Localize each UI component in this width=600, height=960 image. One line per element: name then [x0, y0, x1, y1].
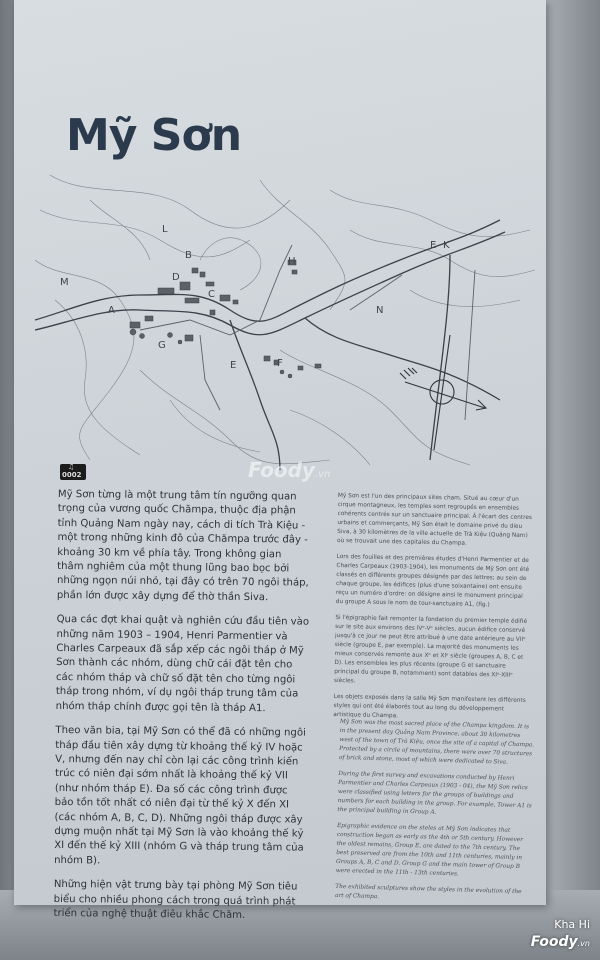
english-paragraph: Epigraphic evidence on the steles at Mỹ Sơn indicates that construction began as early as the 4th or 5th century. However the oldest remains, Group E, are dated to the 7th century. The best preserved are from the 10th and 11th centuries, mainly in Groups A, B, C and D. Group G and the main tower of Group B were erected in the 11th - 13th centuries.: [335, 822, 524, 878]
french-text: [333, 492, 534, 731]
audio-guide-number: 0002: [62, 471, 82, 479]
english-text: [335, 718, 536, 913]
map-label: C: [208, 289, 215, 300]
watermark-brand-corner: [531, 934, 590, 950]
french-paragraph: Lors des fouilles et des premières études d'Henri Parmentier et de Charles Carpeaux (1903-1904), les monuments de Mỹ Sơn ont été classés en différents groupes désignés par des lettres; au sein de chaque groupe, les édifices (plus d'une soixantaine) ont ensuite reçu un numéro d'ordre: on désigne ainsi le monument principal du groupe A sous le nom de tour-sanctuaire A1, (fig.): [335, 553, 530, 609]
french-paragraph: Mỹ Sơn est l'un des principaux sites cham. Situé au cœur d'un cirque montagneux, les temples sont regroupés en ensembles cohérents centrés sur un sanctuaire principal. À l'écart des centres urbains et commerçants, Mỹ Sơn était le domaine privé du dieu Siva, à 30 kilomètres de la ville actuelle de Trà Kiệu (Quảng Nam) où se trouvait une des capitales du Champa.: [336, 492, 533, 547]
contour-lines: [35, 175, 535, 465]
french-paragraph: Si l'épigraphie fait remonter la fondation du premier temple édifié sur le site aux environs des IVᵉ-Vᵉ siècles, aucun édifice conservé jusqu'à ce jour ne peut être attribué à une date antérieure au VIIᵉ siècle (groupe E, par exemple). La majorité des monuments les mieux conservés remonte aux Xᵉ et XIᵉ siècle (groupes A, B, C et D). Les ensembles les plus récents (groupe G et sanctuaire principal du groupe B, notamment) sont datables des XIᵉ-XIIIᵉ siècles.: [333, 614, 528, 685]
rivers: [35, 220, 505, 470]
english-paragraph: The exhibited sculptures show the styles in the evolution of the art of Champa.: [334, 883, 522, 901]
english-paragraph: Mỹ Sơn was the most sacred place of the Champa kingdom. It is in the present day Quảng Nam Province, about 30 kilometres west of the town of Trà Kiệu, once the site of a capital of Champa. Protected by a circle of mountains, there were over 70 structures of brick and stone, most of which were dedicated to Siva.: [338, 718, 535, 766]
vietnamese-paragraph: Theo văn bia, tại Mỹ Sơn có thể đã có những ngôi tháp đầu tiên xây dựng từ khoảng thế kỷ IV hoặc V, nhưng đến nay chỉ còn lại các công trình kiến trúc có niên đại sớm nhất là khoảng thế kỷ VII (như nhóm tháp E). Đa số các công trình được bảo tồn tốt nhất có niên đại từ thế kỷ X đến XI (các nhóm A, B, C, D). Những ngôi tháp được xây dựng muộn nhất tại Mỹ Sơn là vào khoảng thế kỷ XI đến thế kỷ XIII (nhóm G và tháp trung tâm của nhóm B).: [54, 725, 306, 867]
map-label: H: [288, 256, 296, 267]
map-label: B: [185, 250, 192, 261]
watermark-suffix: .vn: [314, 469, 331, 480]
watermark-center: [248, 458, 330, 482]
watermark-brand-text: Foody: [530, 934, 578, 950]
watermark-corner: [531, 918, 590, 950]
map-label: A: [108, 305, 115, 316]
map-label: L: [162, 224, 168, 235]
paths: [140, 245, 475, 420]
audio-guide-badge: [60, 464, 86, 480]
vietnamese-paragraph: Những hiện vật trưng bày tại phòng Mỹ Sơn tiêu biểu cho nhiều phong cách trong quá trình phát triển của nghệ thuật điêu khắc Chăm.: [53, 879, 298, 921]
vietnamese-paragraph: Qua các đợt khai quật và nghiên cứu đầu tiên vào những năm 1903 – 1904, Henri Parmentier và Charles Carpeaux đã sắp xếp các ngôi tháp ở Mỹ Sơn thành các nhóm, dùng chữ cái đặt tên cho các nhóm tháp và chữ số đặt tên cho từng ngôi tháp trong nhóm, ví dụ ngôi tháp trung tâm của nhóm tháp chính được gọi tên là tháp A1.: [55, 614, 310, 714]
map-label: E: [430, 240, 437, 251]
english-paragraph: During the first survey and excavations conducted by Henri Parmentier and Charles Carpeaux (1903 - 04), the Mỹ Sơn relics were classified using letters for the groups of buildings and numbers for each building in the group. For example, Tower A1 is the principal building in Group A.: [337, 770, 532, 816]
temple-groups: [130, 260, 321, 378]
sign-title: Mỹ Sơn: [66, 110, 242, 161]
map-label: N: [376, 305, 384, 316]
vietnamese-text: [53, 488, 311, 934]
watermark-brand-suffix: .vn: [577, 939, 590, 948]
watermark-user: Kha Hi: [554, 918, 590, 931]
site-map: [30, 170, 540, 470]
map-label: G: [158, 340, 166, 351]
map-label: D: [172, 272, 180, 283]
headphones-icon: ♫: [68, 463, 75, 471]
map-label: M: [60, 277, 69, 288]
vietnamese-paragraph: Mỹ Sơn từng là một trung tâm tín ngưỡng quan trọng của vương quốc Chămpa, thuộc địa phận tỉnh Quảng Nam ngày nay, cách di tích Trà Kiệu - một trong những kinh đô của Chămpa trước đây - khoảng 30 km về phía tây. Trong không gian thâm nghiêm của một thung lũng bao bọc bởi những ngọn núi nhỏ, tại đây có trên 70 ngôi tháp, phần lớn được xây dựng để thờ thần Siva.: [56, 488, 309, 604]
map-label: K: [443, 240, 450, 251]
watermark-brand: Foody: [248, 458, 315, 482]
french-paragraph: Les objets exposés dans la salle Mỹ Sơn manifestent les différents styles qui ont été élaborés tout au long du développement artistique du Champa.: [333, 693, 526, 720]
map-label: F: [277, 358, 283, 369]
background-right: [545, 0, 600, 960]
map-label: E: [230, 360, 237, 371]
